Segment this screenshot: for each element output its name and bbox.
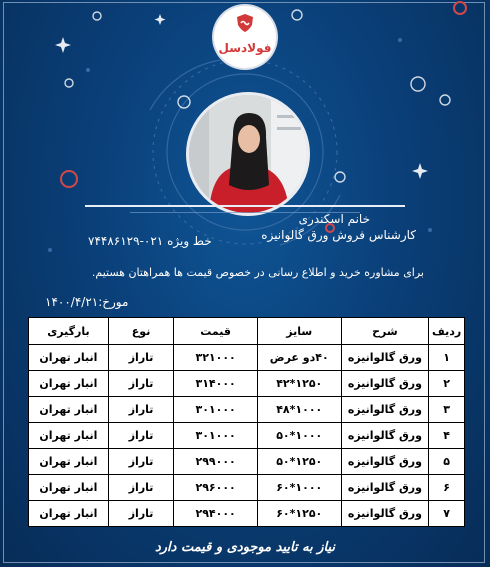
cell-price: ۳۲۱۰۰۰ [174,345,258,371]
header-row-number: ردیف [429,318,465,345]
table-row [29,501,465,527]
cell-location: انبار تهران [29,345,109,371]
cell-row-number: ۴ [429,423,465,449]
cell-type: تاراز [108,371,174,397]
cell-type: تاراز [108,397,174,423]
brand-logo [214,6,276,68]
cell-description: ورق گالوانیزه [341,475,429,501]
cell-size: ۱۲۵۰*۶۰ [257,501,341,527]
cell-type: تاراز [108,345,174,371]
cell-price: ۳۰۱۰۰۰ [174,423,258,449]
header-type: نوع [108,318,174,345]
header-price: قیمت [174,318,258,345]
cell-location: انبار تهران [29,423,109,449]
table-row [29,397,465,423]
cell-row-number: ۲ [429,371,465,397]
cell-type: تاراز [108,449,174,475]
price-date: مورخ:۱۴۰۰/۴/۲۱ [45,295,129,309]
shield-icon [235,13,255,33]
cell-size: ۱۲۵۰*۴۲ [257,371,341,397]
cell-location: انبار تهران [29,501,109,527]
cell-price: ۳۱۴۰۰۰ [174,371,258,397]
cell-row-number: ۳ [429,397,465,423]
cell-description: ورق گالوانیزه [341,501,429,527]
cell-type: تاراز [108,501,174,527]
cell-location: انبار تهران [29,397,109,423]
cell-row-number: ۱ [429,345,465,371]
availability-note: نیاز به تایید موجودی و قیمت دارد [154,540,336,555]
cell-description: ورق گالوانیزه [341,449,429,475]
cell-row-number: ۷ [429,501,465,527]
header-size: سایز [257,318,341,345]
table-row [29,345,465,371]
cell-size: ۱۲۵۰*۵۰ [257,449,341,475]
cell-row-number: ۵ [429,449,465,475]
cell-type: تاراز [108,423,174,449]
cell-description: ورق گالوانیزه [341,423,429,449]
cell-size: ۱۰۰۰*۵۰ [257,423,341,449]
consultation-note: برای مشاوره خرید و اطلاع رسانی در خصوص قیمت ها همراهتان هستیم. [91,266,424,279]
cell-size: ۴۰دو عرض [257,345,341,371]
cell-type: تاراز [108,475,174,501]
divider-line [85,205,405,207]
cell-price: ۲۹۹۰۰۰ [174,449,258,475]
cell-price: ۲۹۶۰۰۰ [174,475,258,501]
cell-price: ۳۰۱۰۰۰ [174,397,258,423]
cell-size: ۱۰۰۰*۶۰ [257,475,341,501]
logo-text: فولادسل [218,41,272,55]
consultant-title: کارشناس فروش ورق گالوانیزه [261,228,416,242]
table-row [29,423,465,449]
cell-price: ۲۹۴۰۰۰ [174,501,258,527]
cell-size: ۱۰۰۰*۴۸ [257,397,341,423]
price-table [28,317,465,527]
table-row [29,449,465,475]
cell-row-number: ۶ [429,475,465,501]
consultant-name: خانم اسکندری [298,212,370,226]
phone-number[interactable]: خط ویژه ۰۲۱-۷۴۴۸۶۱۲۹ [88,234,212,248]
cell-location: انبار تهران [29,449,109,475]
table-header-row [29,318,465,345]
cell-location: انبار تهران [29,371,109,397]
cell-description: ورق گالوانیزه [341,397,429,423]
header-description: شرح [341,318,429,345]
cell-description: ورق گالوانیزه [341,371,429,397]
header-location: بارگیری [29,318,109,345]
table-row [29,475,465,501]
table-row [29,371,465,397]
cell-description: ورق گالوانیزه [341,345,429,371]
cell-location: انبار تهران [29,475,109,501]
consultant-photo [186,92,310,216]
